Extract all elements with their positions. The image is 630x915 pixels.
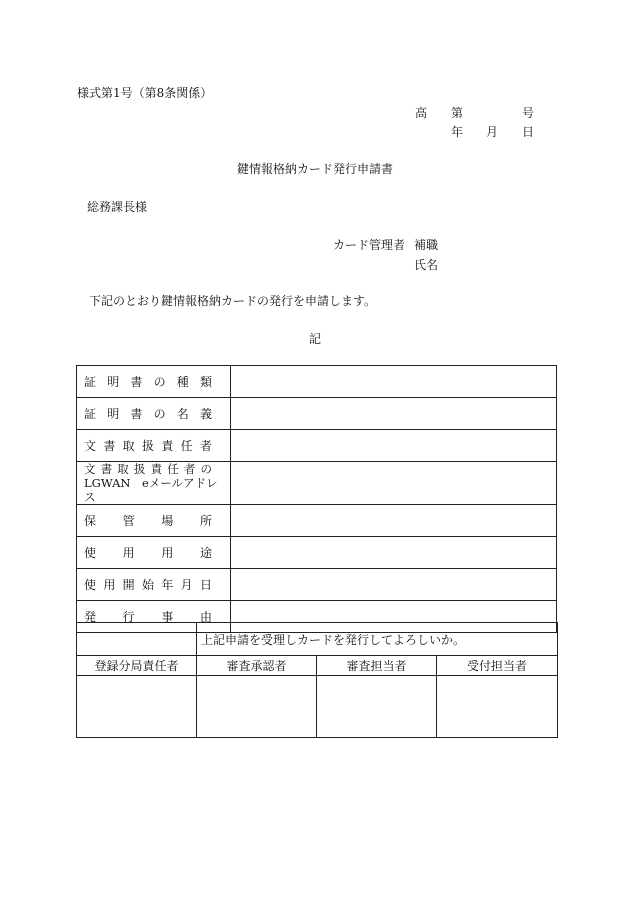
- table-row: [77, 462, 557, 505]
- doc-handler-email-value[interactable]: [231, 462, 557, 505]
- label-char: 途: [199, 546, 212, 560]
- label-char: 取: [122, 439, 135, 453]
- label-char: 使: [84, 578, 97, 592]
- label-char: 行: [122, 610, 135, 624]
- approval-table: [76, 622, 558, 738]
- doc-handler-email-label-line2: LGWAN eメールアドレス: [84, 476, 218, 504]
- label-char: 種: [176, 375, 189, 389]
- seal-review-approver[interactable]: [197, 676, 317, 738]
- table-row: [77, 656, 558, 676]
- usage-label: [77, 537, 231, 569]
- label-char: 扱: [141, 439, 154, 453]
- label-char: 書: [130, 407, 143, 421]
- cert-name-label-text: [84, 405, 212, 422]
- doc-handler-value[interactable]: [231, 430, 557, 462]
- usage-value[interactable]: [231, 537, 557, 569]
- label-char: 開: [122, 578, 135, 592]
- seal-reception-officer[interactable]: [437, 676, 558, 738]
- table-row: [77, 569, 557, 601]
- label-char: 明: [107, 375, 120, 389]
- table-row: [77, 623, 558, 656]
- label-char: 者: [199, 439, 212, 453]
- label-char: 始: [141, 578, 154, 592]
- header-reception-officer: 受付担当者: [437, 656, 558, 676]
- label-char: 由: [199, 610, 212, 624]
- header-review-officer: 審査担当者: [317, 656, 437, 676]
- storage-value[interactable]: [231, 505, 557, 537]
- label-char: 者: [183, 462, 196, 476]
- label-char: 任: [180, 439, 193, 453]
- label-char: 任: [167, 462, 179, 476]
- table-row: [77, 505, 557, 537]
- label-char: 使: [84, 546, 97, 560]
- label-char: 責: [150, 462, 163, 476]
- start-date-label-text: [84, 576, 212, 593]
- document-number-dai: 第: [451, 106, 464, 120]
- storage-label-text: [84, 512, 212, 529]
- label-char: 所: [199, 514, 212, 528]
- cert-type-label-text: [84, 373, 212, 390]
- table-row: [77, 366, 557, 398]
- table-row: [77, 398, 557, 430]
- label-char: 扱: [133, 462, 146, 476]
- ki-heading: 記: [308, 332, 321, 346]
- start-date-value[interactable]: [231, 569, 557, 601]
- addressee: 総務課長様: [87, 200, 148, 214]
- table-row: [77, 676, 558, 738]
- usage-label-text: [84, 544, 212, 561]
- doc-handler-email-label: [77, 462, 231, 505]
- label-char: 文: [84, 439, 97, 453]
- table-row: [77, 537, 557, 569]
- name-label: 氏名: [414, 258, 439, 272]
- label-char: 証: [84, 407, 97, 421]
- date-day: 日: [522, 125, 535, 139]
- header-review-approver: 審査承認者: [197, 656, 317, 676]
- form-id-label: 様式第1号（第8条関係）: [77, 86, 213, 100]
- cert-type-label: [77, 366, 231, 398]
- label-char: 用: [103, 578, 116, 592]
- label-char: 明: [107, 407, 120, 421]
- document-title: 鍵情報格納カード発行申請書: [236, 162, 393, 176]
- label-char: 取: [117, 462, 129, 476]
- label-char: の: [153, 375, 166, 389]
- label-char: 場: [161, 514, 174, 528]
- label-char: 文: [84, 462, 96, 476]
- label-char: 発: [84, 610, 97, 624]
- label-char: 事: [161, 610, 174, 624]
- date-year: 年: [451, 125, 464, 139]
- cert-name-value[interactable]: [231, 398, 557, 430]
- doc-handler-label: [77, 430, 231, 462]
- label-char: の: [200, 462, 212, 476]
- label-char: 用: [161, 546, 174, 560]
- label-char: 月: [180, 578, 193, 592]
- label-char: 書: [130, 375, 143, 389]
- doc-handler-label-text: [84, 437, 212, 454]
- document-number-prefix: 高: [415, 106, 428, 120]
- application-table: [76, 365, 557, 633]
- doc-handler-email-label-line1: [84, 462, 212, 476]
- label-char: 日: [199, 578, 212, 592]
- card-manager-label: カード管理者: [333, 238, 406, 252]
- seal-review-officer[interactable]: [317, 676, 437, 738]
- start-date-label: [77, 569, 231, 601]
- label-char: 書: [100, 462, 113, 476]
- approval-notice-blank: [77, 623, 197, 656]
- document-number-row: [415, 104, 535, 120]
- storage-label: [77, 505, 231, 537]
- cert-type-value[interactable]: [231, 366, 557, 398]
- label-char: 義: [199, 407, 212, 421]
- label-char: 責: [161, 439, 174, 453]
- date-row: [415, 123, 535, 139]
- document-number-suffix: 号: [522, 106, 535, 120]
- cert-name-label: [77, 398, 231, 430]
- label-char: 年: [161, 578, 174, 592]
- label-char: 用: [122, 546, 135, 560]
- label-char: 管: [122, 514, 135, 528]
- request-sentence: 下記のとおり鍵情報格納カードの発行を申請します。: [89, 294, 377, 308]
- date-month: 月: [486, 125, 499, 139]
- label-char: 保: [84, 514, 97, 528]
- approval-notice: 上記申請を受理しカードを発行してよろしいか。: [197, 623, 558, 656]
- table-row: [77, 430, 557, 462]
- seal-registration-branch-manager[interactable]: [77, 676, 197, 738]
- label-char: 書: [103, 439, 116, 453]
- label-char: 名: [176, 407, 189, 421]
- label-char: 証: [84, 375, 97, 389]
- label-char: の: [153, 407, 166, 421]
- position-label: 補職: [414, 238, 439, 252]
- label-char: 類: [199, 375, 212, 389]
- header-registration-branch-manager: 登録分局責任者: [77, 656, 197, 676]
